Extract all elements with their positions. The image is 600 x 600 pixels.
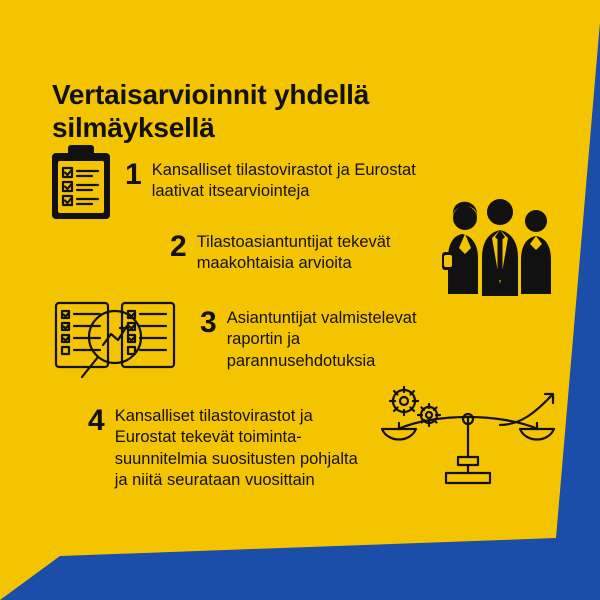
step-1 [125, 160, 432, 203]
step-4 [88, 406, 360, 492]
magnifier-checklist-icon [52, 295, 182, 395]
step-text: Kansalliset tilastovirastot ja Eurostat laativat itsearviointeja [151, 161, 416, 201]
step-3 [200, 308, 442, 372]
step-2 [170, 232, 467, 275]
step-number: 4 [88, 404, 105, 437]
clipboard-checklist-icon [48, 143, 116, 228]
step-number: 1 [125, 158, 142, 191]
step-text: Kansalliset tilastovirastot ja Eurostat tekevät toiminta-suunnitelmia suositusten pohjalta ja niitä seurataan vuosittain [114, 407, 358, 490]
balance-scales-gears-icon [380, 385, 565, 495]
step-number: 2 [170, 230, 187, 263]
step-text: Tilastoasiantuntijat tekevät maakohtaisia arvioita [196, 233, 391, 273]
step-number: 3 [200, 306, 217, 339]
step-text: Asiantuntijat valmistelevat raportin ja parannusehdotuksia [226, 309, 417, 370]
page-title: Vertaisarvioinnit yhdellä silmäyksellä [52, 79, 370, 144]
